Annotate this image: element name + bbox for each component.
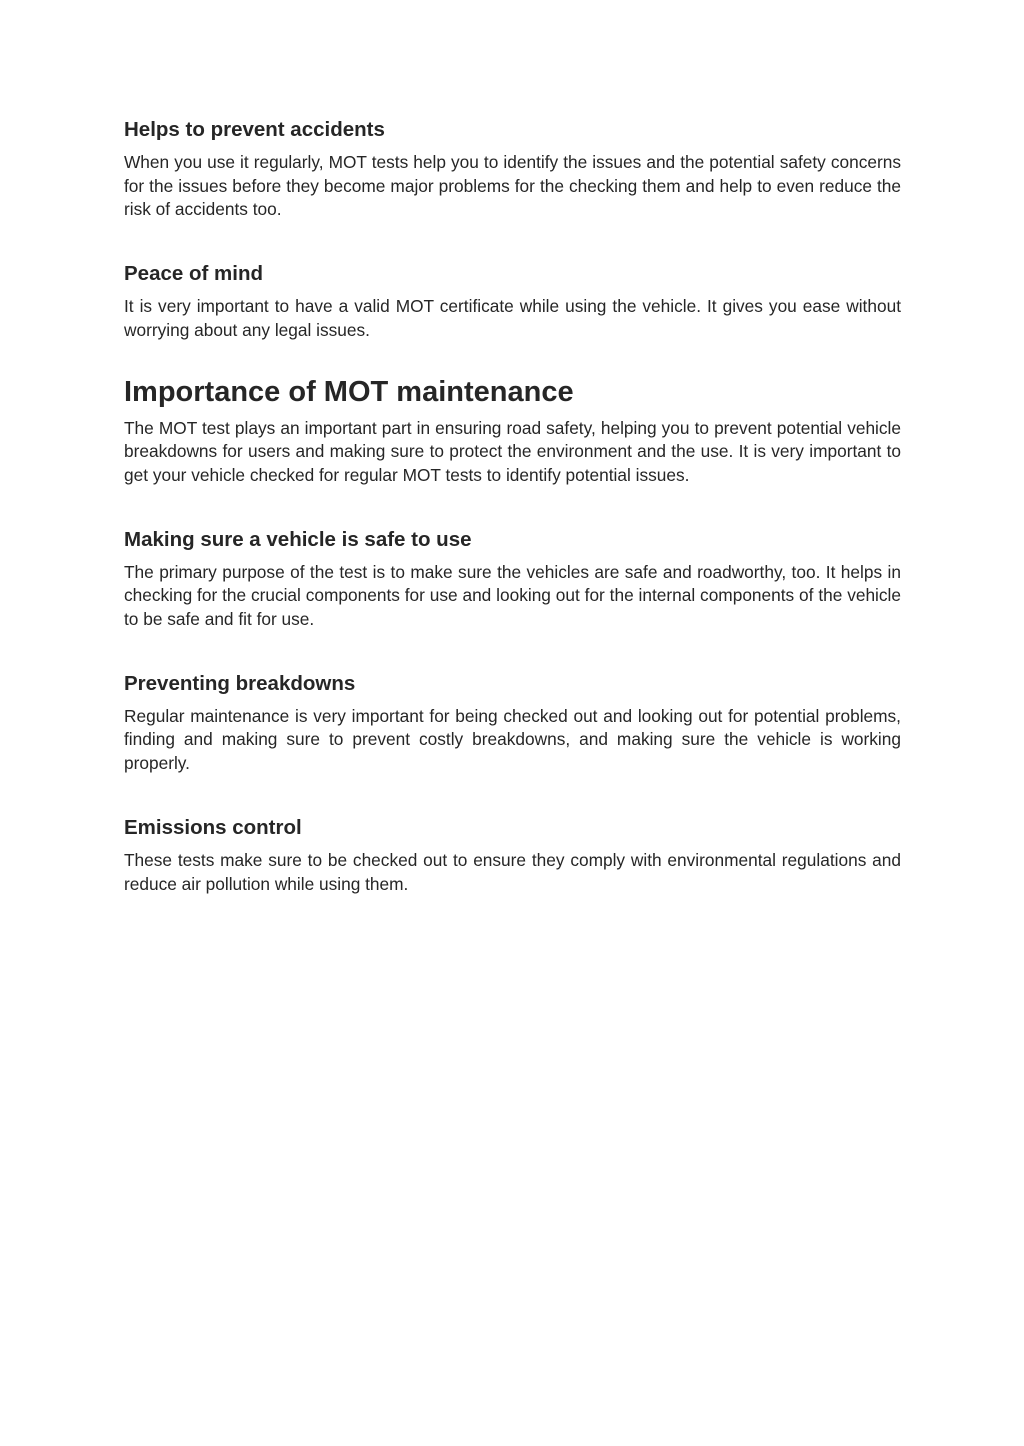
section-heading: Preventing breakdowns	[124, 671, 356, 695]
section-heading: Making sure a vehicle is safe to use	[124, 527, 472, 551]
main-heading: Importance of MOT maintenance	[124, 375, 574, 408]
section-paragraph: The primary purpose of the test is to make sure the vehicles are safe and roadworthy, too. It helps in checking for the crucial components for use and looking out for the internal components of the vehicle to be safe and fit for use.	[124, 561, 901, 630]
section-emissions-control	[124, 816, 901, 896]
section-preventing-breakdowns	[124, 672, 901, 776]
section-helps-prevent-accidents	[124, 118, 901, 222]
section-heading: Helps to prevent accidents	[124, 118, 385, 141]
section-peace-of-mind	[124, 262, 901, 342]
section-paragraph: These tests make sure to be checked out to ensure they comply with environmental regulations and reduce air pollution while using them.	[124, 849, 901, 894]
section-paragraph: The MOT test plays an important part in ensuring road safety, helping you to prevent potential vehicle breakdowns for users and making sure to protect the environment and the use. It is very important to get your vehicle checked for regular MOT tests to identify potential issues.	[124, 417, 901, 485]
section-vehicle-safe	[124, 528, 901, 632]
document-page	[124, 118, 901, 896]
section-paragraph: It is very important to have a valid MOT certificate while using the vehicle. It gives you ease without worrying about any legal issues.	[124, 296, 901, 340]
section-heading: Peace of mind	[124, 262, 263, 286]
section-paragraph: When you use it regularly, MOT tests help you to identify the issues and the potential safety concerns for the issues before they become major problems for the checking them and help to even reduce the risk of accidents too.	[124, 152, 901, 220]
section-heading: Emissions control	[124, 815, 302, 839]
section-importance-of-mot	[124, 375, 901, 488]
section-paragraph: Regular maintenance is very important for being checked out and looking out for potential problems, finding and making sure to prevent costly breakdowns, and making sure the vehicle is working properly.	[124, 705, 901, 774]
